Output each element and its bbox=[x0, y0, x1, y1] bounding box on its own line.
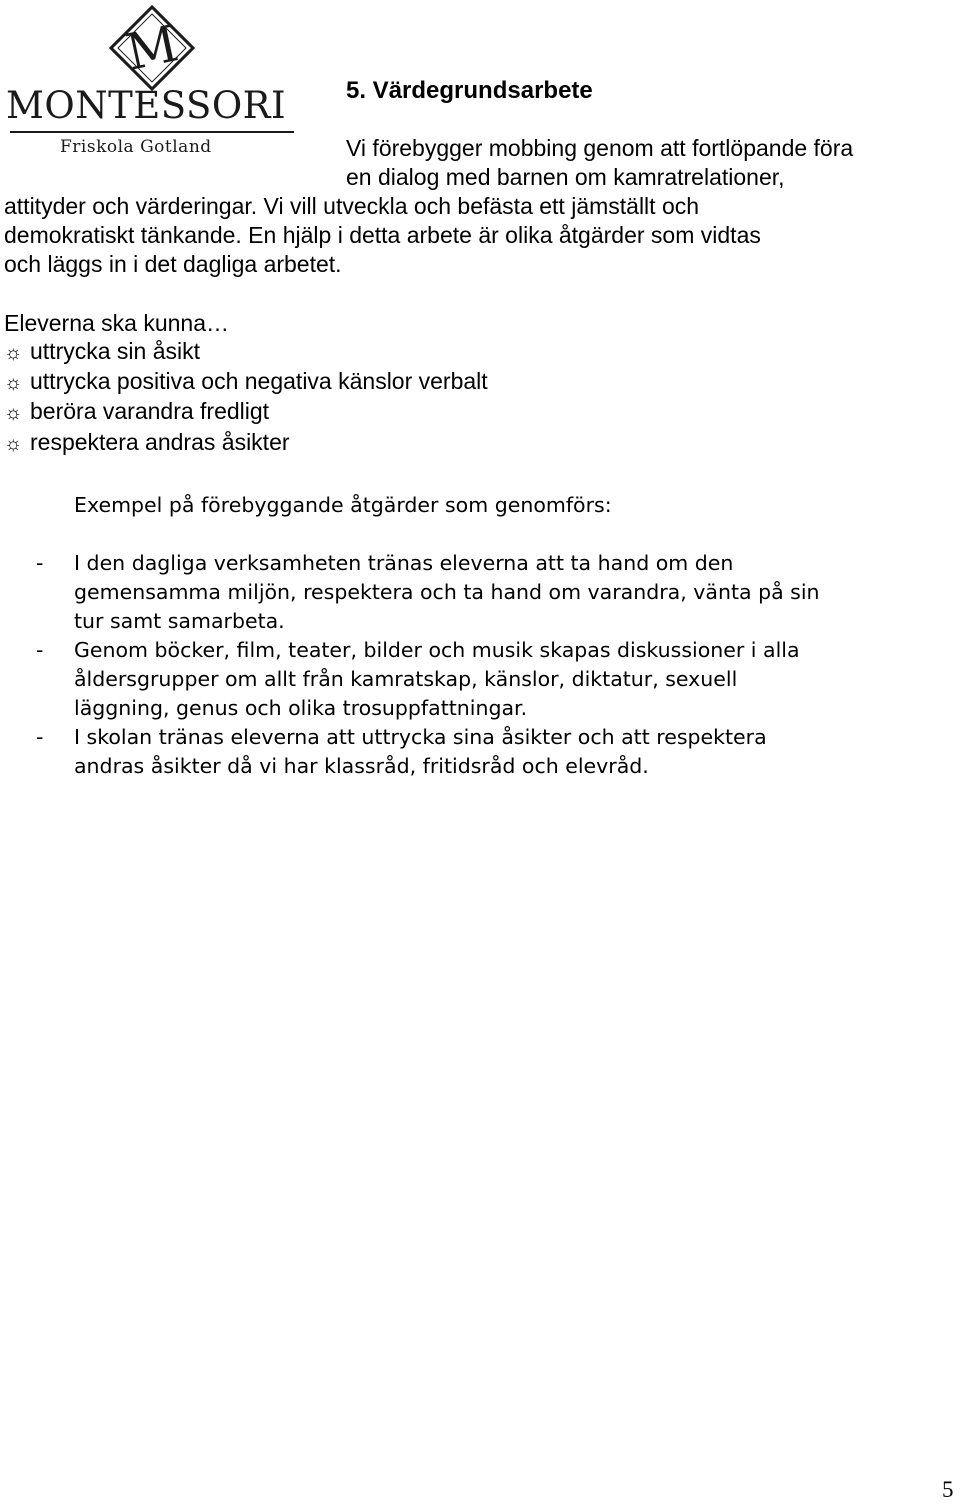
sun-icon: ☼ bbox=[4, 342, 23, 364]
measure-line: tur samt samarbeta. bbox=[74, 609, 285, 633]
measure-line: läggning, genus och olika trosuppfattningar. bbox=[74, 696, 528, 720]
montessori-m-logo-icon bbox=[106, 2, 198, 94]
svg-text:M: M bbox=[120, 14, 184, 82]
intro-line: en dialog med barnen om kamratrelationer, bbox=[346, 164, 785, 190]
ability-text: uttrycka sin åsikt bbox=[30, 338, 200, 364]
measure-line: åldersgrupper om allt från kamratskap, känslor, diktatur, sexuell bbox=[74, 667, 738, 691]
measure-line: I den dagliga verksamheten tränas eleverna att ta hand om den bbox=[74, 551, 734, 575]
section-heading: 5. Värdegrundsarbete bbox=[346, 77, 593, 104]
ability-item bbox=[4, 367, 488, 399]
dash-bullet: - bbox=[36, 725, 44, 749]
ability-text: beröra varandra fredligt bbox=[30, 398, 270, 424]
intro-line: demokratiskt tänkande. En hjälp i detta arbete är olika åtgärder som vidtas bbox=[4, 222, 761, 248]
measure-line: andras åsikter då vi har klassråd, fritidsråd och elevråd. bbox=[74, 754, 649, 778]
school-logo bbox=[2, 0, 302, 162]
abilities-heading: Eleverna ska kunna… bbox=[4, 310, 230, 336]
ability-text: uttrycka positiva och negativa känslor verbalt bbox=[30, 368, 488, 394]
measure-line: gemensamma miljön, respektera och ta hand om varandra, vänta på sin bbox=[74, 580, 820, 604]
page-number: 5 bbox=[942, 1477, 954, 1502]
ability-text: respektera andras åsikter bbox=[30, 429, 290, 455]
sun-icon: ☼ bbox=[4, 372, 23, 394]
dash-bullet: - bbox=[36, 551, 44, 575]
sun-icon: ☼ bbox=[4, 402, 23, 424]
measures-heading: Exempel på förebyggande åtgärder som genomförs: bbox=[74, 493, 612, 517]
logo-subtitle: Friskola Gotland bbox=[60, 137, 212, 157]
measure-line: Genom böcker, film, teater, bilder och musik skapas diskussioner i alla bbox=[74, 638, 800, 662]
sun-icon: ☼ bbox=[4, 433, 23, 455]
logo-name: MONTESSORI bbox=[6, 84, 287, 127]
ability-item bbox=[4, 428, 290, 460]
ability-item bbox=[4, 337, 200, 369]
intro-line: Vi förebygger mobbing genom att fortlöpande föra bbox=[346, 135, 854, 161]
logo-divider bbox=[10, 131, 294, 133]
intro-line: attityder och värderingar. Vi vill utveckla och befästa ett jämställt och bbox=[4, 193, 700, 219]
measure-line: I skolan tränas eleverna att uttrycka sina åsikter och att respektera bbox=[74, 725, 767, 749]
intro-line: och läggs in i det dagliga arbetet. bbox=[4, 251, 342, 277]
ability-item bbox=[4, 397, 269, 429]
dash-bullet: - bbox=[36, 638, 44, 662]
